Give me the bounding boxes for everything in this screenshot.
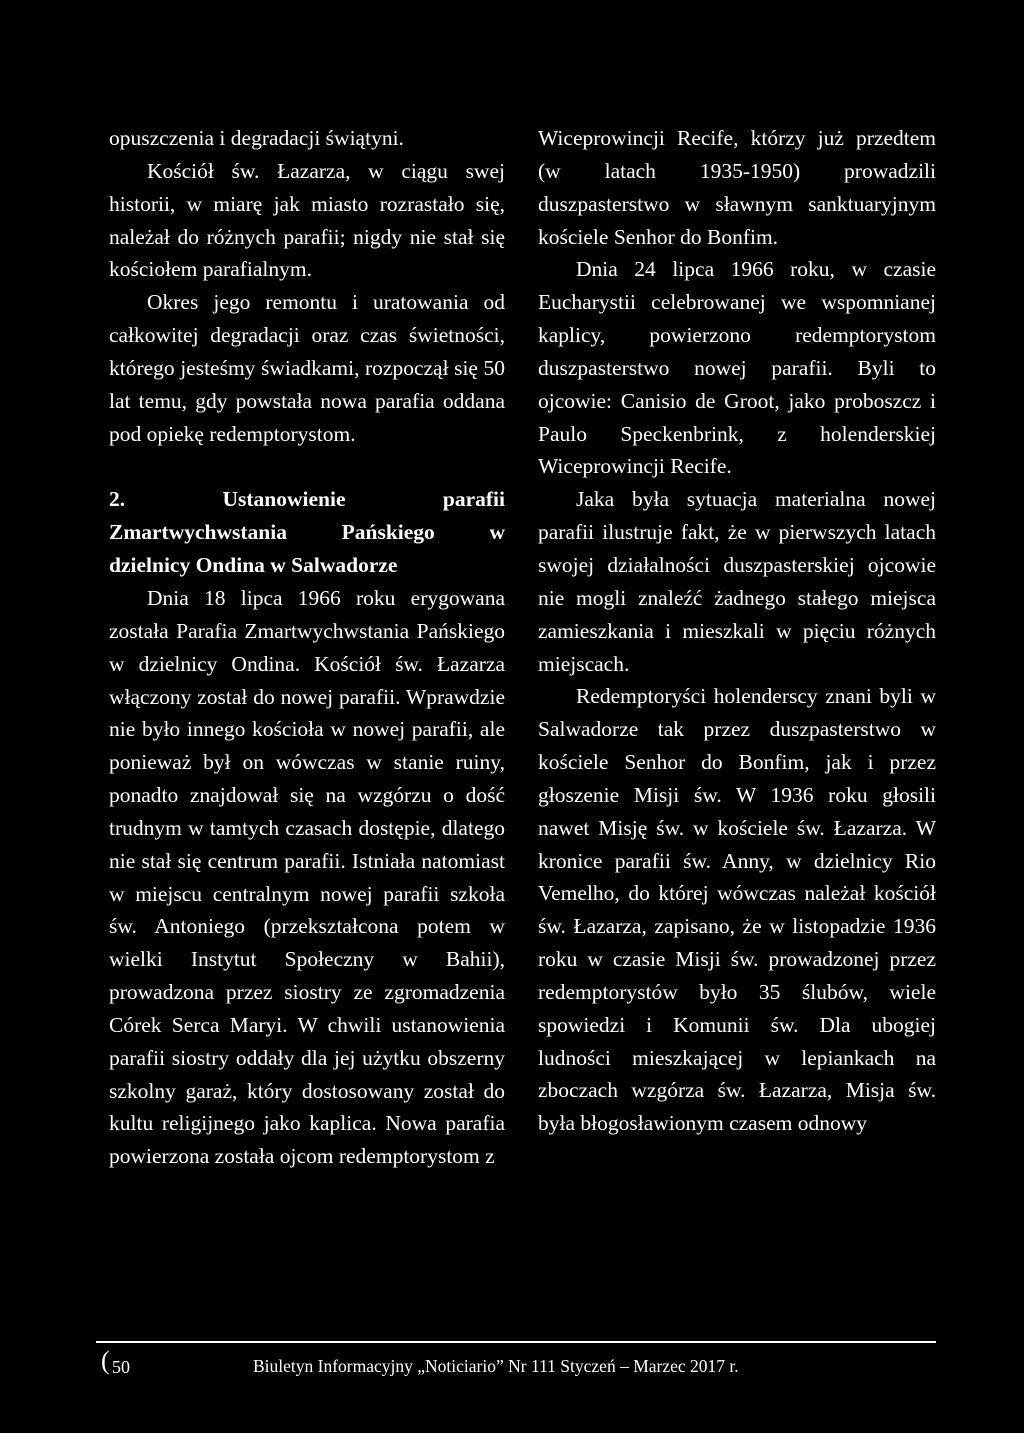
section-heading-line-2: Zmartwychwstania Pańskiego w (109, 520, 505, 545)
right-paragraph-2: Dnia 24 lipca 1966 roku, w czasie Eucharystii celebrowanej we wspomnianej kaplicy, powierzono redemptorystom duszpasterstwo nowej parafii. Byli to ojcowie: Canisio de Groot, jako proboszcz i Paulo Speckenbrink, z holenderskiej Wiceprowincji Recife. (538, 257, 936, 479)
section-heading-line-1: 2. Ustanowienie parafii (109, 487, 505, 512)
left-paragraph-4: Dnia 18 lipca 1966 roku erygowana została Parafia Zmartwychwstania Pańskiego w dzielnicy Ondina. Kościół św. Łazarza włączony został do nowej parafii. Wprawdzie nie było innego kościoła w nowej parafii, ale ponieważ był on wówczas w stanie ruiny, ponadto znajdował się na wzgórzu o dość trudnym w tamtych czasach dostępie, dlatego nie stał się centrum parafii. Istniała natomiast w miejscu centralnym nowej parafii szkoła św. Antoniego (przekształcona potem w wielki Instytut Społeczny w Bahii), prowadzona przez siostry ze zgromadzenia Córek Serca Maryi. W chwili ustanowienia parafii siostry oddały dla jej użytku obszerny szkolny garaż, który dostosowany został do kultu religijnego jako kaplica. Nowa parafia powierzona została ojcom redemptorystom z (109, 585, 505, 1169)
section-heading-line-3: dzielnicy Ondina w Salwadorze (109, 553, 398, 578)
right-paragraph-3: Jaka była sytuacja materialna nowej parafii ilustruje fakt, że w pierwszych latach swojej działalności duszpasterskiej ojcowie nie mogli znaleźć żadnego stałego miejsca zamieszkania i mieszkali w pięciu różnych miejscach. (538, 487, 936, 676)
footer-publication-title: Biuletyn Informacyjny „Noticiario” Nr 111 Styczeń – Marzec 2017 r. (253, 1356, 739, 1376)
left-paragraph-2: Kościół św. Łazarza, w ciągu swej historii, w miarę jak miasto rozrastało się, należał do różnych parafii; nigdy nie stał się kościołem parafialnym. (109, 158, 505, 282)
page-bracket-icon: ( (101, 1346, 110, 1375)
left-paragraph-1: opuszczenia i degradacji świątyni. (109, 126, 404, 150)
right-paragraph-1: Wiceprowincji Recife, którzy już przedtem (w latach 1935-1950) prowadzili duszpasterstwo w sławnym sanktuaryjnym kościele Senhor do Bonfim. (538, 126, 936, 249)
page-number: 50 (112, 1357, 130, 1377)
left-column (109, 122, 505, 1173)
footer-rule (96, 1341, 936, 1343)
page-number-mark (101, 1346, 151, 1381)
right-column (538, 122, 936, 1140)
left-paragraph-3: Okres jego remontu i uratowania od całkowitej degradacji oraz czas świetności, którego jesteśmy świadkami, rozpoczął się 50 lat temu, gdy powstała nowa parafia oddana pod opiekę redemptorystom. (109, 290, 505, 446)
right-paragraph-4: Redemptoryści holenderscy znani byli w Salwadorze tak przez duszpasterstwo w kościele Senhor do Bonfim, jak i przez głoszenie Misji św. W 1936 roku głosili nawet Misję św. w kościele św. Łazarza. W kronice parafii św. Anny, w dzielnicy Rio Vemelho, do której wówczas należał kościół św. Łazarza, zapisano, że w listopadzie 1936 roku w czasie Misji św. prowadzonej przez redemptorystów było 35 ślubów, wiele spowiedzi i Komunii św. Dla ubogiej ludności mieszkającej w lepiankach na zboczach wzgórza św. Łazarza, Misja św. była błogosławionym czasem odnowy (538, 684, 936, 1136)
section-gap (109, 450, 505, 483)
